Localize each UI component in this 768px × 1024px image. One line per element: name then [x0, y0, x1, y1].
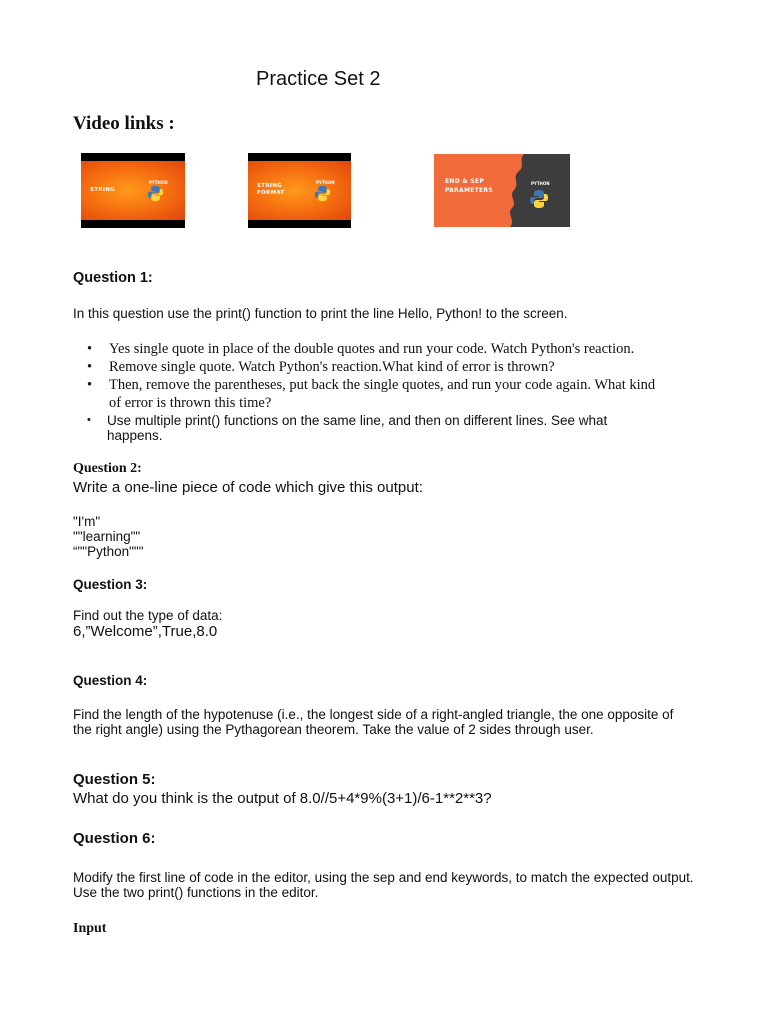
- question-5-text: What do you think is the output of 8.0//5+4*9%(3+1)/6-1**2**3?: [73, 790, 492, 807]
- thumbnail-badge: PYTHON: [531, 181, 550, 186]
- page-title: Practice Set 2: [256, 68, 381, 90]
- output-line: "I'm": [73, 514, 101, 529]
- video-links-heading: Video links :: [73, 113, 175, 134]
- python-logo-icon: [529, 189, 549, 209]
- video-thumbnail-string-format[interactable]: [248, 153, 351, 228]
- bullet-icon: •: [87, 359, 93, 375]
- question-3-data: 6,”Welcome”,True,8.0: [73, 623, 218, 640]
- video-thumbnail-end-sep-parameters[interactable]: [434, 154, 570, 227]
- thumbnail-badge: PYTHON: [149, 180, 168, 185]
- question-1-heading: Question 1:: [73, 270, 153, 286]
- question-4-text: Find the length of the hypotenuse (i.e., the longest side of a right-angled triangle, the one opposite of the right angle) using the Pythagorean theorem. Take the value of 2 sides through user.: [73, 707, 674, 737]
- question-6-heading: Question 6:: [73, 830, 156, 847]
- question-4-heading: Question 4:: [73, 673, 148, 688]
- question-1-text: In this question use the print() function to print the line Hello, Python! to the screen.: [73, 306, 568, 321]
- thumbnail-label: STRING: [90, 187, 115, 193]
- bullet-icon: •: [87, 414, 91, 426]
- question-3-heading: Question 3:: [73, 577, 148, 592]
- thumbnail-badge: PYTHON: [316, 180, 335, 185]
- question-1-bullets: [73, 340, 703, 443]
- video-thumbnail-string[interactable]: [81, 153, 185, 228]
- python-logo-icon: [314, 185, 331, 202]
- question-6-text: Modify the first line of code in the editor, using the sep and end keywords, to match the expected output. Use the two print() functions in the editor.: [73, 870, 694, 900]
- list-item: • Remove single quote. Watch Python's reaction.What kind of error is thrown?: [87, 359, 555, 375]
- question-3-text: Find out the type of data:: [73, 608, 223, 623]
- thumbnail-label: END & SEP PARAMETERS: [445, 178, 493, 194]
- bullet-icon: •: [87, 341, 93, 357]
- question-2-text: Write a one-line piece of code which give this output:: [73, 479, 423, 496]
- output-line: ""learning"": [73, 529, 141, 544]
- question-2-heading: Question 2:: [73, 461, 142, 476]
- input-heading: Input: [73, 921, 107, 936]
- question-2-output: [73, 514, 144, 559]
- list-item: • Then, remove the parentheses, put back the single quotes, and run your code again. What kind of error is thrown this time?: [87, 377, 656, 411]
- bullet-icon: •: [87, 377, 93, 393]
- python-logo-icon: [147, 185, 164, 202]
- output-line: “""Python""": [73, 544, 144, 559]
- list-item: • Use multiple print() functions on the same line, and then on different lines. See what happens.: [87, 413, 608, 443]
- list-item: • Yes single quote in place of the double quotes and run your code. Watch Python's reaction.: [87, 341, 635, 357]
- question-5-heading: Question 5:: [73, 771, 156, 788]
- thumbnail-label: STRING FORMAT: [257, 183, 285, 196]
